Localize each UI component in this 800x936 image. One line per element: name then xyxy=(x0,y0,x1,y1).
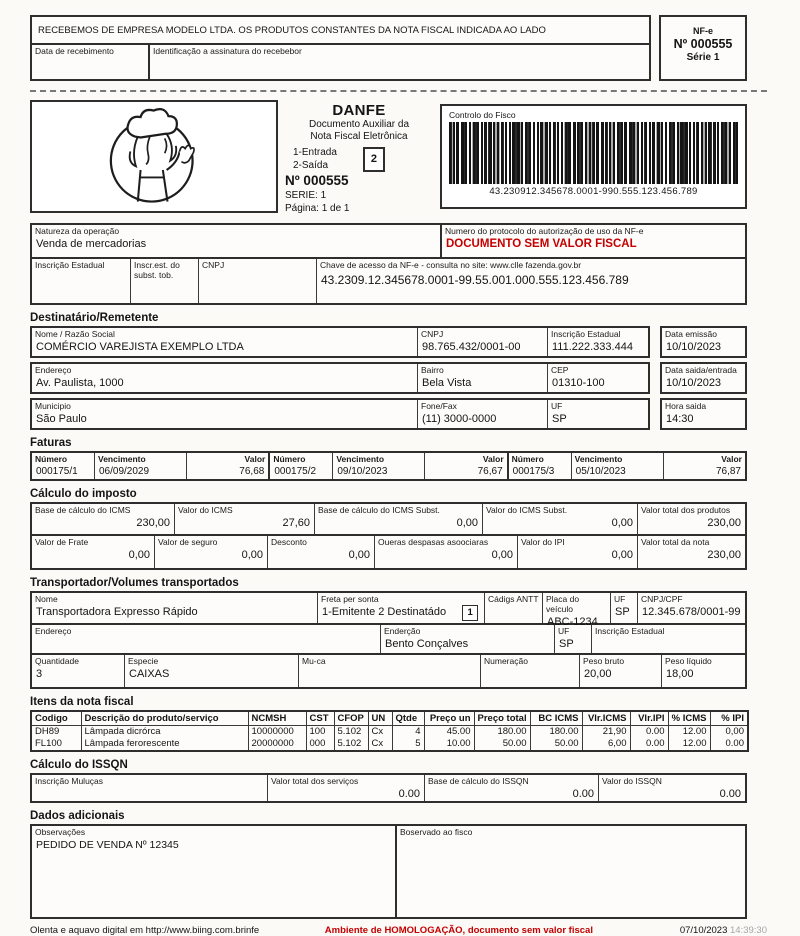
cut-line-divider xyxy=(30,90,767,92)
field-bairro: Bairro Bela Vista xyxy=(417,364,547,392)
receipt-stub xyxy=(30,15,747,81)
field-valor-frete: Valor de Frate 0,00 xyxy=(35,537,150,561)
field-municipio: Municipio São Paulo xyxy=(35,401,87,425)
section-transportador-heading: Transportador/Volumes transportados xyxy=(30,577,239,589)
field-base-calculo-issqn: Base de cálculo do ISSQN 0.00 xyxy=(424,775,598,801)
receipt-signature-field xyxy=(150,45,649,79)
field-outras-despesas: Oueras despasas asoociaras 0,00 xyxy=(374,536,517,568)
section-itens-heading: Itens da nota fiscal xyxy=(30,696,134,708)
company-logo-box xyxy=(30,100,278,213)
field-transportadora-nome: Nome Transportadora Expresso Rápido xyxy=(35,594,198,618)
field-codigo-antt: Cádigs ANTT xyxy=(484,593,542,623)
field-inscricao-estadual: Inscrição Estadual xyxy=(35,260,105,270)
items-header-row: Codigo Descrição do produto/serviço NCMSH CST CFOP UN Qtde Preço un Preço total BC ICMS Vlr.ICMS Vlr.IPI % ICMS % IPI xyxy=(31,711,748,726)
danfe-header xyxy=(30,100,747,213)
field-uf: UF SP xyxy=(547,400,648,428)
field-transp-uf-2: UF SP xyxy=(554,625,591,653)
field-peso-bruto: Peso bruto 20,00 xyxy=(579,655,661,687)
field-frete-por-conta: Freta per sonta 1-Emitente 2 Destinatádo 1 xyxy=(317,593,484,623)
field-valor-total-servicos: Valor total dos serviços 0.00 xyxy=(267,775,424,801)
item-row-1: DH89 Lâmpada dicrórca 10000000 100 5.102 Cx 4 45.00 180.00 180.00 21,90 0.00 12.00 0,00 xyxy=(31,726,748,739)
field-especie: Especie CAIXAS xyxy=(124,655,298,687)
receipt-date-field xyxy=(32,45,150,79)
field-valor-total-produtos: Valor total dos produtos 230,00 xyxy=(637,504,745,534)
field-transp-uf: UF SP xyxy=(610,593,637,623)
destinatario-row-2 xyxy=(30,362,747,394)
field-transp-endereco: Endereço xyxy=(35,626,72,636)
document-footer xyxy=(30,925,767,936)
item-row-2: FL100 Lâmpada ferorescente 20000000 000 5.102 Cx 5 10.00 50.00 50.00 6,00 0.00 12.00 0.00 xyxy=(31,738,748,751)
documento-sem-valor-fiscal: DOCUMENTO SEM VALOR FISCAL xyxy=(446,237,637,250)
operation-box xyxy=(30,223,747,305)
items-table xyxy=(30,710,749,752)
danfe-option-saida: 2-Saída xyxy=(293,160,329,172)
faturas-table xyxy=(30,451,747,481)
destinatario-row-3 xyxy=(30,398,747,430)
field-transp-ie: Inscrição Estadual xyxy=(591,625,745,653)
field-protocolo: Numero do protocolo do autorização de uso da NF-e DOCUMENTO SEM VALOR FISCAL xyxy=(440,225,745,257)
footer-date: 07/10/2023 xyxy=(679,925,728,936)
section-dados-heading: Dados adicionais xyxy=(30,810,125,822)
field-peso-liquido: Peso líquido 18,00 xyxy=(661,655,745,687)
chef-logo-icon xyxy=(92,105,217,209)
field-transp-municipio: Enderção Bento Conçalves xyxy=(380,625,554,653)
section-imposto-heading: Cálculo do imposto xyxy=(30,488,137,500)
field-inscricao-municipal: Inscrição Muluças xyxy=(35,776,104,786)
field-valor-total-nota: Valor total da nota 230,00 xyxy=(637,536,745,568)
field-reservado-fisco: Boservado ao fisco xyxy=(400,827,473,837)
field-valor-icms: Valor do ICMS 27,60 xyxy=(174,504,314,534)
danfe-option-entrada: 1-Entrada xyxy=(293,147,337,159)
field-cnpj-emitente: CNPJ xyxy=(198,259,316,303)
field-data-saida: Data saida/entrada 10/10/2023 xyxy=(660,362,747,394)
footer-time: 14:39:30 xyxy=(730,925,767,936)
field-desconto: Desconto 0,00 xyxy=(267,536,374,568)
field-cep: CEP 01310-100 xyxy=(547,364,648,392)
footer-info-text: Olenta e aquavo digital em http://www.biing.com.brinfe xyxy=(30,925,260,936)
barcode-number: 43.230912.345678.0001-990.555.123.456.789 xyxy=(489,186,698,197)
field-marca: Mu-ca xyxy=(298,655,480,687)
field-hora-saida: Hora saida 14:30 xyxy=(660,398,747,430)
receipt-signature-label: Identificação a assinatura do recebebor xyxy=(153,46,302,56)
imposto-table xyxy=(30,502,747,570)
field-bc-icms-subst: Base de cálculo do ICMS Subst. 0,00 xyxy=(314,504,482,534)
danfe-number: Nº 000555 xyxy=(285,173,349,189)
issqn-table xyxy=(30,773,747,803)
fatura-entry-3: Número 000175/3 Vencimento 05/10/2023 Valor 76,87 xyxy=(507,453,745,479)
field-bc-icms: Base de cálculo do ICMS 230,00 xyxy=(35,505,170,529)
field-valor-icms-subst: Valor do ICMS Subst. 0,00 xyxy=(482,504,637,534)
field-dest-ie: Inscrição Estadual 111.222.333.444 xyxy=(547,328,648,356)
field-numeracao: Numeração xyxy=(480,655,579,687)
section-faturas-heading: Faturas xyxy=(30,437,72,449)
nfe-number: Nº 000555 xyxy=(673,37,733,51)
danfe-page: Página: 1 de 1 xyxy=(285,203,350,215)
homologacao-warning: Ambiente de HOMOLOGAÇÃO, documento sem valor fiscal xyxy=(324,925,593,936)
field-valor-seguro: Valor de seguro 0,00 xyxy=(154,536,267,568)
nfe-number-box xyxy=(659,15,747,81)
field-dest-cnpj: CNPJ 98.765.432/0001-00 xyxy=(417,328,547,356)
receipt-date-label: Data de recebimento xyxy=(35,46,114,56)
field-razao-social: Nome / Razão Social COMÉRCIO VAREJISTA EXEMPLO LTDA xyxy=(35,329,244,353)
danfe-subtitle-2: Nota Fiscal Eletrônica xyxy=(310,131,408,143)
field-fone-fax: Fone/Fax (11) 3000-0000 xyxy=(417,400,547,428)
field-valor-issqn: Valor do ISSQN 0.00 xyxy=(598,775,745,801)
frete-code-box: 1 xyxy=(462,605,478,621)
chave-acesso-value: 43.2309.12.345678.0001-99.55.001.000.555.123.456.789 xyxy=(321,272,629,287)
field-valor-ipi: Valor do IPI 0,00 xyxy=(517,536,637,568)
transportador-table xyxy=(30,591,747,689)
nfe-series: Série 1 xyxy=(686,52,720,63)
field-transp-cnpj-cpf: CNPJ/CPF 12.345.678/0001-99 xyxy=(637,593,745,623)
danfe-title-block xyxy=(283,100,435,213)
fisco-control-label: Controlo do Fisco xyxy=(449,110,516,120)
field-endereco: Endereço Av. Paulista, 1000 xyxy=(35,365,124,389)
section-issqn-heading: Cálculo do ISSQN xyxy=(30,759,128,771)
operation-type-box: 2 xyxy=(363,147,385,172)
field-inscricao-subst: Inscr.est. do subst. tob. xyxy=(130,259,198,303)
fisco-control-box xyxy=(440,104,747,209)
field-data-emissao: Data emissão 10/10/2023 xyxy=(660,326,747,358)
field-chave-acesso: Chave de acesso da NF-e - consulta no site: www.clle fazenda.gov.br 43.2309.12.345678.0001-99.55.001.000.555.123.456.789 xyxy=(316,259,745,303)
footer-timestamp xyxy=(595,925,767,936)
section-destinatario-heading: Destinatário/Remetente xyxy=(30,312,159,324)
field-observacoes: Observações PEDIDO DE VENDA Nº 12345 xyxy=(32,826,397,917)
danfe-serie: SERIE: 1 xyxy=(285,190,327,202)
field-placa-veiculo: Placa do veículo ABC-1234 xyxy=(542,593,610,623)
barcode-image xyxy=(449,122,738,184)
field-natureza-operacao: Natureza da operação Venda de mercadorias xyxy=(35,226,147,250)
field-quantidade: Quantidade 3 xyxy=(35,656,79,680)
fatura-entry-2: Número 000175/2 Vencimento 09/10/2023 Valor 76,67 xyxy=(268,453,506,479)
fatura-entry-1: Número 000175/1 Vencimento 06/09/2029 Valor 76,68 xyxy=(32,453,268,479)
danfe-subtitle-1: Documento Auxiliar da xyxy=(308,119,410,130)
receipt-statement: RECEBEMOS DE EMPRESA MODELO LTDA. OS PRODUTOS CONSTANTES DA NOTA FISCAL INDICADA AO LADO xyxy=(32,17,649,45)
nfe-title: NF-e xyxy=(693,26,713,36)
observacoes-value: PEDIDO DE VENDA Nº 12345 xyxy=(36,838,179,851)
danfe-title: DANFE xyxy=(332,102,386,119)
dados-adicionais-box xyxy=(30,824,747,919)
destinatario-row-1 xyxy=(30,326,747,358)
receipt-main-box xyxy=(30,15,651,81)
